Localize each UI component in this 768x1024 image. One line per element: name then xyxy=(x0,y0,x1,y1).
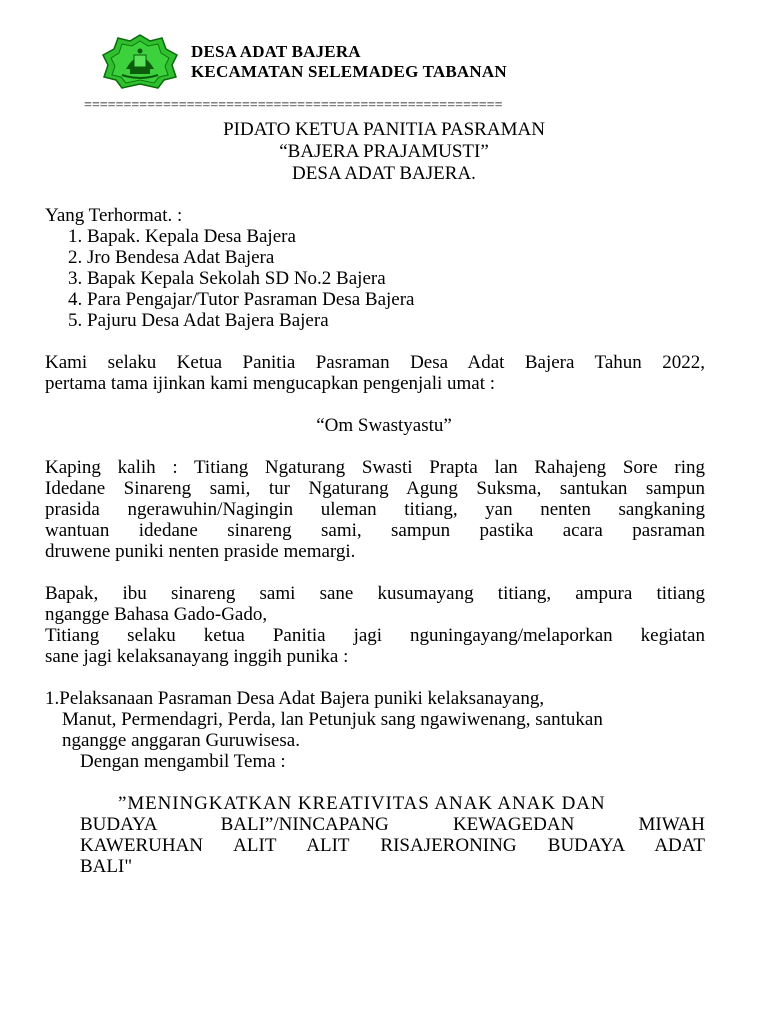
tema-line: KAWERUHAN ALIT ALIT RISAJERONING BUDAYA ADAT xyxy=(80,835,705,856)
paragraph-line: sane jagi kelaksanayang inggih punika : xyxy=(45,646,349,667)
greeting: Yang Terhormat. : xyxy=(45,205,183,226)
paragraph-line: Kaping kalih : Titiang Ngaturang Swasti Prapta lan Rahajeng Sore ring xyxy=(45,457,705,478)
paragraph-line: Bapak, ibu sinareng sami sane kusumayang titiang, ampura titiang xyxy=(45,583,705,604)
paragraph-line: ngangge Bahasa Gado-Gado, xyxy=(45,604,268,625)
recipient-item: 1. Bapak. Kepala Desa Bajera xyxy=(68,226,296,247)
recipient-item: 4. Para Pengajar/Tutor Pasraman Desa Bajera xyxy=(68,289,415,310)
village-emblem-icon xyxy=(100,33,180,89)
point-line: Dengan mengambil Tema : xyxy=(80,751,286,772)
paragraph-line: Kami selaku Ketua Panitia Pasraman Desa Adat Bajera Tahun 2022, xyxy=(45,352,705,373)
title-line-3: DESA ADAT BAJERA. xyxy=(292,163,476,184)
paragraph-line: wantuan idedane sinareng sami, sampun pastika acara pasraman xyxy=(45,520,705,541)
recipient-item: 2. Jro Bendesa Adat Bajera xyxy=(68,247,275,268)
tema-line: ”MENINGKATKAN KREATIVITAS ANAK ANAK DAN xyxy=(118,793,606,814)
paragraph-line: pertama tama ijinkan kami mengucapkan pengenjali umat : xyxy=(45,373,496,394)
salam: “Om Swastyastu” xyxy=(316,415,452,436)
paragraph-line: prasida ngerawuhin/Nagingin uleman titiang, yan nenten sangkaning xyxy=(45,499,705,520)
tema-line: BUDAYA BALI”/NINCAPANG KEWAGEDAN MIWAH xyxy=(80,814,705,835)
recipient-item: 5. Pajuru Desa Adat Bajera Bajera xyxy=(68,310,329,331)
point-line: ngangge anggaran Guruwisesa. xyxy=(62,730,300,751)
paragraph-line: Idedane Sinareng sami, tur Ngaturang Agung Suksma, santukan sampun xyxy=(45,478,705,499)
title-line-2: “BAJERA PRAJAMUSTI” xyxy=(279,141,489,162)
paragraph-line: Titiang selaku ketua Panitia jagi nguningayang/melaporkan kegiatan xyxy=(45,625,705,646)
point-line: 1.Pelaksanaan Pasraman Desa Adat Bajera puniki kelaksanayang, xyxy=(45,688,545,709)
title-line-1: PIDATO KETUA PANITIA PASRAMAN xyxy=(223,119,545,140)
header-village-name: DESA ADAT BAJERA xyxy=(191,42,361,61)
header-district-name: KECAMATAN SELEMADEG TABANAN xyxy=(191,62,507,81)
recipient-item: 3. Bapak Kepala Sekolah SD No.2 Bajera xyxy=(68,268,386,289)
point-line: Manut, Permendagri, Perda, lan Petunjuk sang ngawiwenang, santukan xyxy=(62,709,603,730)
paragraph-line: druwene puniki nenten praside memargi. xyxy=(45,541,356,562)
header-separator: ===================================================== xyxy=(84,98,503,113)
tema-line: BALI" xyxy=(80,856,133,877)
